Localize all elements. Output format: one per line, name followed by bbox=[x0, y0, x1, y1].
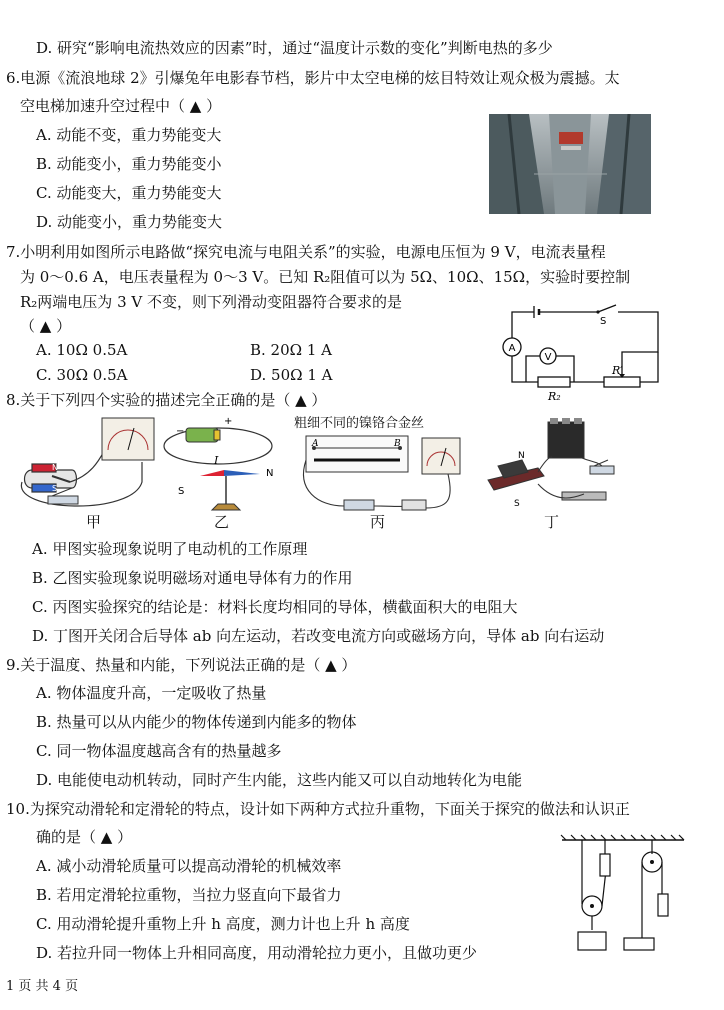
q9-option-a: A. 物体温度升高，一定吸收了热量 bbox=[36, 684, 267, 702]
bing-point-a: A bbox=[312, 439, 319, 449]
figure-bing-caption: 丙 bbox=[370, 513, 386, 531]
q7-option-b: B. 20Ω 1 A bbox=[250, 341, 332, 359]
q5-option-d: D. 研究“影响电流热效应的因素”时，通过“温度计示数的变化”判断电热的多少 bbox=[36, 39, 553, 57]
q8-option-b: B. 乙图实验现象说明磁场对通电导体有力的作用 bbox=[32, 569, 353, 587]
page-footer: 1 页 共 4 页 bbox=[6, 979, 79, 994]
q7-stem-line3: R₂两端电压为 3 V 不变，则下列滑动变阻器符合要求的是 bbox=[20, 293, 402, 311]
q6-option-a: A. 动能不变，重力势能变大 bbox=[36, 126, 222, 144]
q7-circuit-diagram bbox=[494, 296, 662, 402]
switch-label: S bbox=[600, 316, 607, 327]
q7-stem-line1: 7.小明利用如图所示电路做“探究电流与电阻关系”的实验，电源电压恒为 9 V，电流表量程 bbox=[6, 243, 606, 261]
voltmeter-label: V bbox=[544, 352, 552, 363]
jia-pole-n: N bbox=[52, 463, 58, 472]
q6-stem-line2: 空电梯加速升空过程中（ ▲ ） bbox=[20, 97, 222, 115]
q7-option-d: D. 50Ω 1 A bbox=[250, 366, 333, 384]
figure-ding bbox=[478, 416, 626, 514]
q10-option-a: A. 减小动滑轮质量可以提高动滑轮的机械效率 bbox=[36, 857, 342, 875]
q8-option-c: C. 丙图实验探究的结论是：材料长度均相同的导体，横截面积大的电阻大 bbox=[32, 598, 518, 616]
rheostat-label: R′ bbox=[612, 364, 623, 377]
q7-option-c: C. 30Ω 0.5A bbox=[36, 366, 128, 384]
ding-pole-n: N bbox=[518, 451, 525, 461]
q8-option-d: D. 丁图开关闭合后导体 ab 向左运动，若改变电流方向或磁场方向，导体 ab 向右运动 bbox=[32, 627, 605, 645]
q8-stem: 8.关于下列四个实验的描述完全正确的是（ ▲ ） bbox=[6, 391, 327, 409]
jia-pole-s: S bbox=[52, 484, 58, 493]
resistor-label: R₂ bbox=[548, 390, 561, 402]
q10-option-c: C. 用动滑轮提升重物上升 h 高度，测力计也上升 h 高度 bbox=[36, 915, 410, 933]
bing-point-b: B bbox=[394, 439, 401, 449]
q7-stem-line2: 为 0～0.6 A，电压表量程为 0～3 V。已知 R₂阻值可以为 5Ω、10Ω、15Ω，实验时要控制 bbox=[20, 268, 631, 286]
svg-text:−: − bbox=[176, 426, 185, 437]
q7-stem-line4: （ ▲ ） bbox=[20, 317, 72, 335]
q6-option-b: B. 动能变小，重力势能变小 bbox=[36, 155, 222, 173]
pulley-diagram bbox=[560, 834, 686, 956]
q6-option-d: D. 动能变小，重力势能变大 bbox=[36, 213, 223, 231]
q9-stem: 9.关于温度、热量和内能，下列说法正确的是（ ▲ ） bbox=[6, 656, 357, 674]
yi-current-label: I bbox=[214, 454, 219, 467]
bing-wire-label: 粗细不同的镍铬合金丝 bbox=[294, 416, 425, 431]
q10-stem-line1: 10.为探究动滑轮和定滑轮的特点，设计如下两种方式拉升重物，下面关于探究的做法和认识正 bbox=[6, 800, 630, 818]
q10-option-d: D. 若拉升同一物体上升相同高度，用动滑轮拉力更小，且做功更少 bbox=[36, 944, 478, 962]
figure-yi-caption: 乙 bbox=[214, 513, 230, 531]
q9-option-b: B. 热量可以从内能少的物体传递到内能多的物体 bbox=[36, 713, 357, 731]
figure-jia bbox=[12, 412, 160, 516]
space-elevator-photo bbox=[489, 114, 651, 214]
ammeter-label: A bbox=[508, 343, 516, 354]
q8-option-a: A. 甲图实验现象说明了电动机的工作原理 bbox=[32, 540, 308, 558]
figure-ding-caption: 丁 bbox=[544, 513, 560, 531]
q9-option-d: D. 电能使电动机转动，同时产生内能，这些内能又可以自动地转化为电能 bbox=[36, 771, 523, 789]
figure-bing bbox=[298, 430, 466, 518]
q10-stem-line2: 确的是（ ▲ ） bbox=[36, 828, 133, 846]
svg-text:+: + bbox=[224, 416, 233, 427]
q10-option-b: B. 若用定滑轮拉重物，当拉力竖直向下最省力 bbox=[36, 886, 342, 904]
figure-jia-caption: 甲 bbox=[86, 513, 102, 531]
q7-option-a: A. 10Ω 0.5A bbox=[36, 341, 128, 359]
yi-pole-s: S bbox=[178, 486, 185, 497]
q9-option-c: C. 同一物体温度越高含有的热量越多 bbox=[36, 742, 282, 760]
yi-pole-n: N bbox=[266, 468, 274, 479]
q6-option-c: C. 动能变大，重力势能变大 bbox=[36, 184, 222, 202]
figure-yi bbox=[160, 410, 290, 516]
ding-pole-s: S bbox=[514, 499, 520, 509]
q6-stem-line1: 6.电源《流浪地球 2》引爆兔年电影春节档，影片中太空电梯的炫目特效让观众极为震撼。太 bbox=[6, 69, 620, 87]
